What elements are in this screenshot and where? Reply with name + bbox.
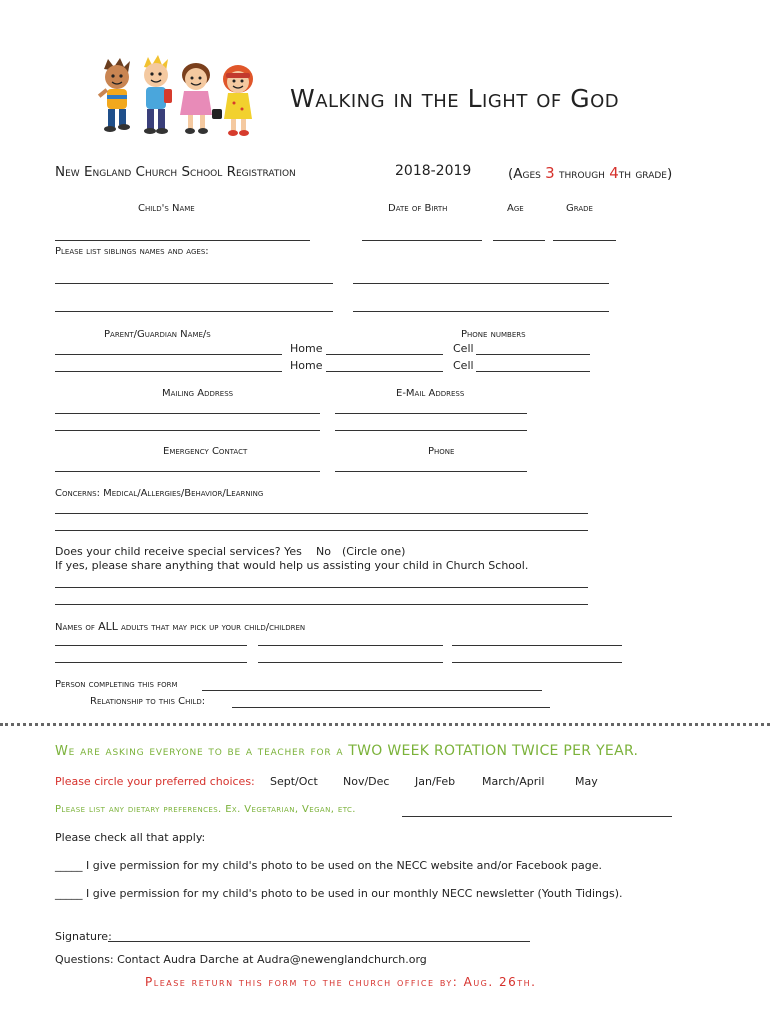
kid-figure-2 [144, 55, 172, 134]
section-divider [0, 723, 770, 726]
choice-may[interactable]: May [575, 775, 598, 788]
pickup-adult-field[interactable] [452, 645, 622, 646]
grade-field[interactable] [553, 240, 616, 241]
choice-sept-oct[interactable]: Sept/Oct [270, 775, 318, 788]
emergency-phone-label: Phone [428, 446, 455, 457]
person-completing-label: Person completing this form [55, 679, 178, 690]
special-services-share: If yes, please share anything that would help us assisting your child in Church School. [55, 559, 529, 572]
phone-numbers-label: Phone numbers [461, 329, 526, 340]
home-phone-field[interactable] [326, 371, 443, 372]
age-range: (Ages 3 through 4th grade) [508, 164, 673, 182]
kid-figure-3 [180, 63, 222, 134]
pickup-adult-field[interactable] [55, 662, 247, 663]
childs-name-field[interactable] [55, 240, 310, 241]
emergency-contact-field[interactable] [55, 471, 320, 472]
newsletter-photo-permission[interactable]: _____ I give permission for my child's photo to be used in our monthly NECC newsletter (Youth Tidings). [55, 887, 623, 900]
special-services-no[interactable]: No [316, 545, 331, 558]
date-of-birth-field[interactable] [362, 240, 482, 241]
siblings-label: Please list siblings names and ages: [55, 246, 209, 257]
children-illustration [88, 55, 288, 145]
cell-phone-field[interactable] [476, 371, 590, 372]
choice-march-april[interactable]: March/April [482, 775, 545, 788]
cell-phone-label: Cell [453, 359, 474, 372]
email-address-field[interactable] [335, 413, 527, 414]
signature-label: Signature: [55, 930, 112, 943]
date-of-birth-label: Date of Birth [388, 203, 448, 214]
kid-figure-1 [98, 58, 130, 132]
cell-phone-field[interactable] [476, 354, 590, 355]
dietary-preferences-label: Please list any dietary preferences. Ex. Vegetarian, Vegan, etc. [55, 804, 356, 815]
sibling-field[interactable] [353, 283, 609, 284]
website-photo-permission[interactable]: _____ I give permission for my child's photo to be used on the NECC website and/or Facebook page. [55, 859, 602, 872]
person-completing-field[interactable] [202, 690, 542, 691]
return-form-notice: Please return this form to the church office by: Aug. 26th. [145, 975, 537, 989]
email-address-field[interactable] [335, 430, 527, 431]
grade-label: Grade [566, 203, 593, 214]
choice-nov-dec[interactable]: Nov/Dec [343, 775, 390, 788]
special-services-question: Does your child receive special services? Yes [55, 545, 302, 558]
home-phone-label: Home [290, 342, 323, 355]
form-title: Walking in the Light of God [290, 84, 620, 113]
choice-jan-feb[interactable]: Jan/Feb [415, 775, 456, 788]
pickup-adult-field[interactable] [258, 662, 443, 663]
teacher-rotation-heading: We are asking everyone to be a teacher for a TWO WEEK ROTATION TWICE PER YEAR. [55, 743, 639, 759]
relationship-field[interactable] [232, 707, 550, 708]
parent-name-field[interactable] [55, 371, 282, 372]
check-all-label: Please check all that apply: [55, 831, 206, 844]
home-phone-label: Home [290, 359, 323, 372]
circle-one-note: (Circle one) [342, 545, 406, 558]
age-label: Age [507, 203, 524, 214]
special-services-field[interactable] [55, 587, 588, 588]
childs-name-label: Child's Name [138, 203, 195, 214]
concerns-label: Concerns: Medical/Allergies/Behavior/Learning [55, 488, 264, 499]
emergency-phone-field[interactable] [335, 471, 527, 472]
pickup-adult-field[interactable] [55, 645, 247, 646]
special-services-field[interactable] [55, 604, 588, 605]
school-registration-heading: New England Church School Registration [55, 164, 296, 180]
email-address-label: E-Mail Address [396, 388, 465, 399]
mailing-address-field[interactable] [55, 413, 320, 414]
questions-contact: Questions: Contact Audra Darche at Audra@newenglandchurch.org [55, 953, 427, 966]
concerns-field[interactable] [55, 530, 588, 531]
relationship-label: Relationship to this Child: [90, 696, 206, 707]
mailing-address-field[interactable] [55, 430, 320, 431]
school-year: 2018-2019 [395, 163, 472, 179]
pickup-adults-label: Names of ALL adults that may pick up your child/children [55, 620, 306, 633]
age-field[interactable] [493, 240, 545, 241]
sibling-field[interactable] [55, 311, 333, 312]
sibling-field[interactable] [55, 283, 333, 284]
parent-guardian-label: Parent/Guardian Name/s [104, 329, 211, 340]
cell-phone-label: Cell [453, 342, 474, 355]
home-phone-field[interactable] [326, 354, 443, 355]
pickup-adult-field[interactable] [258, 645, 443, 646]
preferred-choices-label: Please circle your preferred choices: [55, 775, 255, 788]
dietary-preferences-field[interactable] [402, 816, 672, 817]
mailing-address-label: Mailing Address [162, 388, 234, 399]
emergency-contact-label: Emergency Contact [163, 446, 248, 457]
parent-name-field[interactable] [55, 354, 282, 355]
signature-field[interactable] [108, 941, 530, 942]
kid-figure-4 [223, 65, 253, 136]
sibling-field[interactable] [353, 311, 609, 312]
pickup-adult-field[interactable] [452, 662, 622, 663]
concerns-field[interactable] [55, 513, 588, 514]
